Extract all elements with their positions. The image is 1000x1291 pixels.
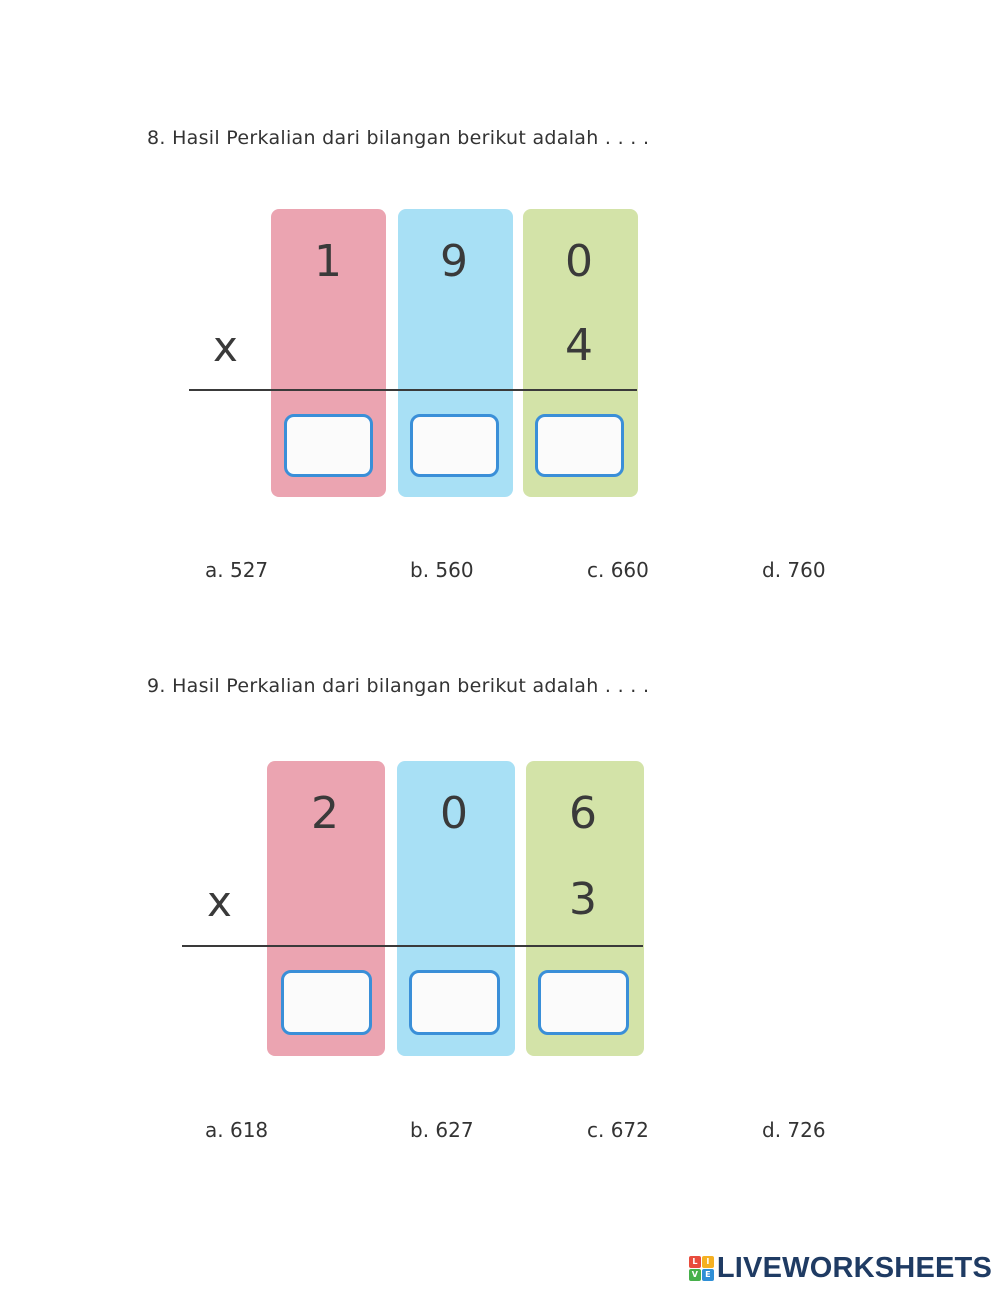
answer-box-hundreds[interactable]	[281, 970, 372, 1035]
answer-box-ones[interactable]	[535, 414, 624, 477]
logo-text: LIVEWORKSHEETS	[716, 1252, 992, 1284]
answer-box-hundreds[interactable]	[284, 414, 373, 477]
logo-mark-tile: L	[689, 1256, 701, 1268]
option-b[interactable]: b. 560	[410, 558, 474, 582]
top-digit-tens: 0	[440, 788, 468, 839]
top-digit-hundreds: 1	[314, 236, 342, 287]
result-line	[189, 389, 637, 391]
multiply-sign: x	[207, 877, 232, 926]
option-d[interactable]: d. 760	[762, 558, 826, 582]
option-a[interactable]: a. 527	[205, 558, 269, 582]
top-digit-tens: 9	[440, 236, 468, 287]
logo-mark-tile: V	[689, 1269, 701, 1281]
top-digit-ones: 0	[565, 236, 593, 287]
option-b[interactable]: b. 627	[410, 1118, 474, 1142]
logo-mark-icon	[689, 1256, 714, 1281]
question-9-prompt: 9. Hasil Perkalian dari bilangan berikut adalah . . . .	[147, 675, 650, 697]
liveworksheets-logo	[689, 1252, 992, 1285]
answer-box-tens[interactable]	[410, 414, 499, 477]
top-digit-ones: 6	[569, 788, 597, 839]
question-8-prompt: 8. Hasil Perkalian dari bilangan berikut adalah . . . .	[147, 127, 650, 149]
multiplier-digit: 3	[569, 874, 597, 925]
option-c[interactable]: c. 660	[587, 558, 649, 582]
logo-mark-tile: E	[702, 1269, 714, 1281]
multiplier-digit: 4	[565, 320, 593, 371]
logo-mark-tile: I	[702, 1256, 714, 1268]
option-d[interactable]: d. 726	[762, 1118, 826, 1142]
option-a[interactable]: a. 618	[205, 1118, 269, 1142]
multiply-sign: x	[213, 322, 238, 371]
answer-box-ones[interactable]	[538, 970, 629, 1035]
top-digit-hundreds: 2	[311, 788, 339, 839]
answer-box-tens[interactable]	[409, 970, 500, 1035]
option-c[interactable]: c. 672	[587, 1118, 649, 1142]
result-line	[182, 945, 643, 947]
